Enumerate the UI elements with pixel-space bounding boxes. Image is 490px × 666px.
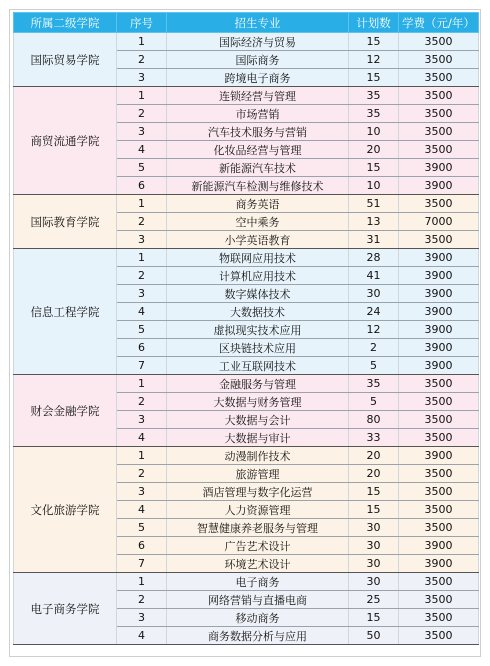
tuition-fee: 3900 [399,537,479,555]
major-name: 环境艺术设计 [167,555,349,573]
major-name: 数字媒体技术 [167,285,349,303]
row-index: 5 [117,321,167,339]
row-index: 6 [117,339,167,357]
plan-count: 12 [349,51,399,69]
major-name: 化妆品经营与管理 [167,141,349,159]
tuition-fee: 3500 [399,465,479,483]
major-name: 计算机应用技术 [167,267,349,285]
tuition-fee: 3500 [399,141,479,159]
major-name: 虚拟现实技术应用 [167,321,349,339]
tuition-fee: 3500 [399,231,479,249]
table-row [14,573,479,591]
row-index: 1 [117,249,167,267]
tuition-fee: 3500 [399,609,479,627]
row-index: 7 [117,357,167,375]
plan-count: 5 [349,393,399,411]
tuition-fee: 7000 [399,213,479,231]
row-index: 2 [117,105,167,123]
major-name: 商务英语 [167,195,349,213]
row-index: 5 [117,519,167,537]
major-name: 电子商务 [167,573,349,591]
plan-count: 2 [349,339,399,357]
row-index: 2 [117,213,167,231]
plan-count: 28 [349,249,399,267]
major-name: 工业互联网技术 [167,357,349,375]
major-name: 旅游管理 [167,465,349,483]
major-name: 网络营销与直播电商 [167,591,349,609]
table-body [14,33,479,645]
table-row [14,375,479,393]
major-name: 商务数据分析与应用 [167,627,349,645]
major-name: 人力资源管理 [167,501,349,519]
row-index: 4 [117,627,167,645]
plan-count: 30 [349,573,399,591]
plan-count: 15 [349,609,399,627]
tuition-fee: 3900 [399,357,479,375]
header-college: 所属二级学院 [14,13,117,33]
plan-count: 41 [349,267,399,285]
row-index: 2 [117,51,167,69]
major-name: 动漫制作技术 [167,447,349,465]
tuition-fee: 3500 [399,195,479,213]
plan-count: 15 [349,483,399,501]
tuition-fee: 3500 [399,501,479,519]
tuition-fee: 3500 [399,33,479,51]
major-name: 大数据与审计 [167,429,349,447]
plan-count: 50 [349,627,399,645]
row-index: 4 [117,429,167,447]
header-tuition: 学费（元/年） [399,13,479,33]
plan-count: 30 [349,519,399,537]
major-name: 物联网应用技术 [167,249,349,267]
plan-count: 80 [349,411,399,429]
tuition-fee: 3900 [399,285,479,303]
tuition-fee: 3500 [399,69,479,87]
row-index: 1 [117,375,167,393]
plan-count: 51 [349,195,399,213]
tuition-fee: 3900 [399,249,479,267]
major-name: 汽车技术服务与营销 [167,123,349,141]
plan-count: 24 [349,303,399,321]
college-name: 国际贸易学院 [14,33,117,87]
tuition-fee: 3900 [399,177,479,195]
college-name: 国际教育学院 [14,195,117,249]
row-index: 2 [117,393,167,411]
table-frame [9,9,481,657]
header-plan: 计划数 [349,13,399,33]
college-name: 财会金融学院 [14,375,117,447]
plan-count: 13 [349,213,399,231]
row-index: 1 [117,87,167,105]
plan-count: 20 [349,465,399,483]
row-index: 1 [117,33,167,51]
tuition-fee: 3900 [399,267,479,285]
tuition-fee: 3500 [399,429,479,447]
row-index: 3 [117,123,167,141]
major-name: 国际商务 [167,51,349,69]
tuition-fee: 3900 [399,339,479,357]
plan-count: 30 [349,555,399,573]
plan-count: 5 [349,357,399,375]
row-index: 3 [117,285,167,303]
table-row [14,249,479,267]
major-name: 国际经济与贸易 [167,33,349,51]
major-name: 酒店管理与数字化运营 [167,483,349,501]
plan-count: 35 [349,87,399,105]
table-row [14,195,479,213]
major-name: 空中乘务 [167,213,349,231]
tuition-fee: 3500 [399,591,479,609]
tuition-fee: 3500 [399,627,479,645]
plan-count: 35 [349,105,399,123]
row-index: 3 [117,411,167,429]
major-name: 市场营销 [167,105,349,123]
major-name: 广告艺术设计 [167,537,349,555]
tuition-fee: 3500 [399,393,479,411]
tuition-fee: 3500 [399,51,479,69]
row-index: 4 [117,501,167,519]
tuition-fee: 3500 [399,573,479,591]
major-name: 大数据与会计 [167,411,349,429]
major-name: 跨境电子商务 [167,69,349,87]
major-name: 新能源汽车检测与维修技术 [167,177,349,195]
enrollment-table [13,12,479,645]
tuition-fee: 3500 [399,375,479,393]
plan-count: 10 [349,177,399,195]
row-index: 3 [117,483,167,501]
row-index: 3 [117,231,167,249]
tuition-fee: 3900 [399,321,479,339]
tuition-fee: 3500 [399,123,479,141]
college-name: 电子商务学院 [14,573,117,645]
plan-count: 25 [349,591,399,609]
tuition-fee: 3500 [399,105,479,123]
plan-count: 35 [349,375,399,393]
college-name: 文化旅游学院 [14,447,117,573]
plan-count: 10 [349,123,399,141]
row-index: 2 [117,267,167,285]
plan-count: 20 [349,447,399,465]
tuition-fee: 3900 [399,447,479,465]
row-index: 2 [117,591,167,609]
plan-count: 33 [349,429,399,447]
header-major: 招生专业 [167,13,349,33]
row-index: 4 [117,141,167,159]
row-index: 2 [117,465,167,483]
plan-count: 30 [349,537,399,555]
row-index: 5 [117,159,167,177]
row-index: 1 [117,447,167,465]
plan-count: 15 [349,33,399,51]
college-name: 信息工程学院 [14,249,117,375]
table-row [14,447,479,465]
major-name: 移动商务 [167,609,349,627]
major-name: 金融服务与管理 [167,375,349,393]
row-index: 4 [117,303,167,321]
major-name: 小学英语教育 [167,231,349,249]
tuition-fee: 3500 [399,483,479,501]
major-name: 大数据技术 [167,303,349,321]
major-name: 智慧健康养老服务与管理 [167,519,349,537]
major-name: 大数据与财务管理 [167,393,349,411]
row-index: 1 [117,573,167,591]
plan-count: 15 [349,159,399,177]
header-index: 序号 [117,13,167,33]
plan-count: 31 [349,231,399,249]
row-index: 1 [117,195,167,213]
row-index: 6 [117,537,167,555]
major-name: 区块链技术应用 [167,339,349,357]
tuition-fee: 3500 [399,87,479,105]
row-index: 7 [117,555,167,573]
tuition-fee: 3500 [399,411,479,429]
tuition-fee: 3500 [399,519,479,537]
tuition-fee: 3900 [399,555,479,573]
tuition-fee: 3900 [399,159,479,177]
plan-count: 20 [349,141,399,159]
header-row [14,13,479,33]
row-index: 3 [117,69,167,87]
row-index: 3 [117,609,167,627]
major-name: 连锁经营与管理 [167,87,349,105]
plan-count: 12 [349,321,399,339]
table-row [14,33,479,51]
table-row [14,87,479,105]
tuition-fee: 3900 [399,303,479,321]
plan-count: 15 [349,69,399,87]
major-name: 新能源汽车技术 [167,159,349,177]
row-index: 6 [117,177,167,195]
college-name: 商贸流通学院 [14,87,117,195]
plan-count: 15 [349,501,399,519]
plan-count: 30 [349,285,399,303]
